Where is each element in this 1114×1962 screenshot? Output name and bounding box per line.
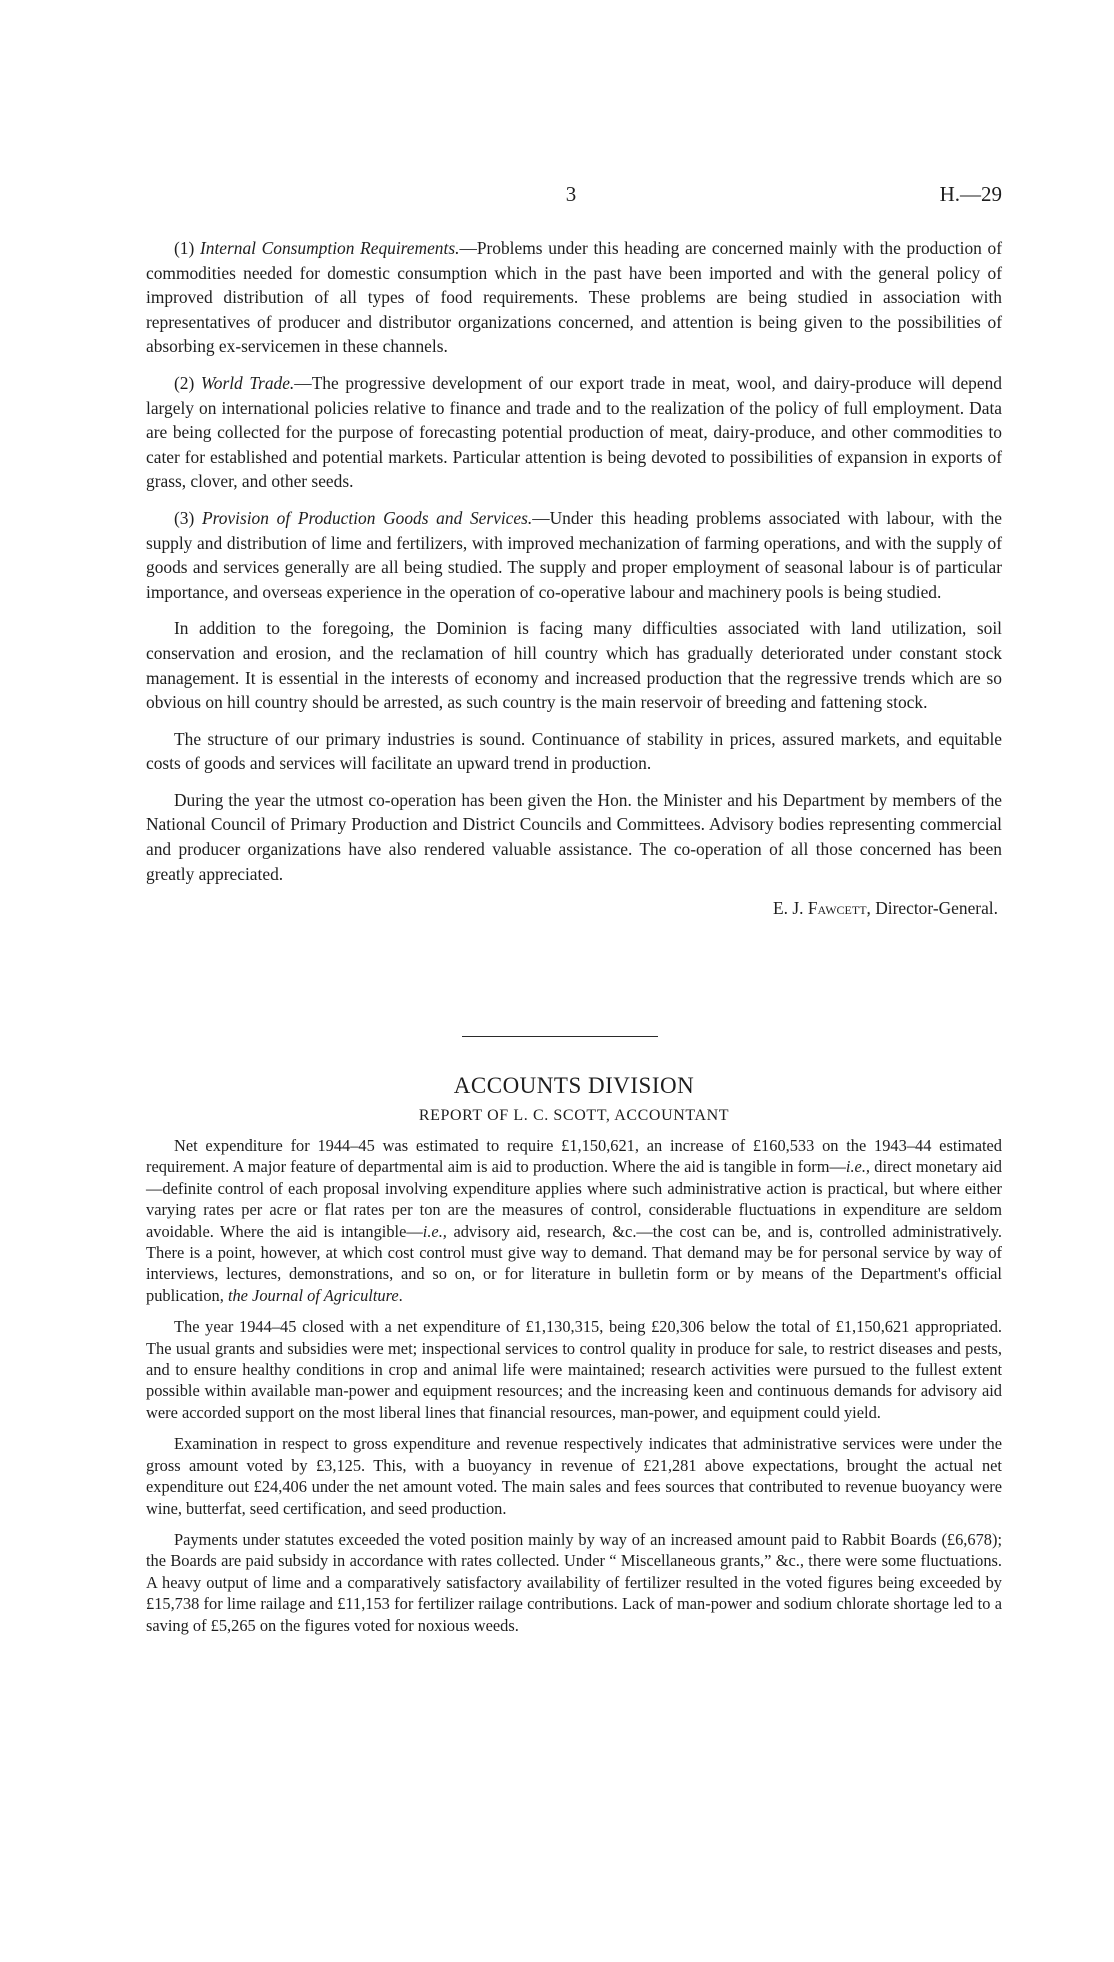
paragraph-body: —Under this heading problems associated with labour, with the supply and distribution of lime and fertilizers, with improved mechanization of farming operations, and with the supply of goods and services generally are all being studied. The supply and proper employment of seasonal labour is of particular importance, and overseas experience in the operation of co-operative labour and machinery pools is being studied. <box>146 507 1002 602</box>
signature-title: , Director-General. <box>866 898 998 919</box>
text-run-italic: i.e., <box>845 1157 871 1177</box>
paragraph-primary-industries: The structure of our primary industries is sound. Continuance of stability in prices, assured markets, and equitable costs of goods and services will facilitate an upward trend in production. <box>146 728 1002 774</box>
paragraph-heading: World Trade. <box>200 372 295 393</box>
paragraph-internal-consumption <box>146 236 1002 359</box>
director-general-report-section <box>146 236 1002 921</box>
text-run: Net expenditure for 1944–45 was estimated to require £1,150,621, an increase of £160,533 on the 1943–44 estimated requirement. A major feature of departmental aim is aid to production. Where the aid is tangible in form— <box>146 1136 1002 1177</box>
page-header <box>146 182 1002 208</box>
text-run: . <box>398 1285 403 1305</box>
paragraph-co-operation: During the year the utmost co-operation has been given the Hon. the Minister and his Department by members of the National Council of Primary Production and District Councils and Committees. Advisory bodies representing commercial and producer organizations have also rendered valuable assistance. The co-operation of all those concerned has been greatly appreciated. <box>146 789 1002 884</box>
paragraph-heading: Internal Consumption Requirements. <box>199 238 460 258</box>
section-title: ACCOUNTS DIVISION <box>453 1073 695 1098</box>
paragraph-number: (3) <box>174 507 195 528</box>
text-run-italic: i.e., <box>422 1221 447 1241</box>
paragraph-heading: Provision of Production Goods and Services. <box>201 507 533 528</box>
paragraph-net-expenditure <box>146 1135 1002 1306</box>
paragraph-number: (1) <box>174 238 195 258</box>
paragraph-body: —The progressive development of our export trade in meat, wool, and dairy-produce will depend largely on international policies relative to finance and trade and to the realization of the policy of full employment. Data are being collected for the purpose of forecasting potential production of meat, dairy-produce, and other commodities to cater for established and potential markets. Particular attention is being devoted to possibilities of expansion in exports of grass, clover, and other seeds. <box>146 372 1002 492</box>
paragraph-year-closing: The year 1944–45 closed with a net expenditure of £1,130,315, being £20,306 below the total of £1,150,621 appropriated. The usual grants and subsidies were met; inspectional services to control quality in produce for sale, to restrict diseases and pests, and to ensure healthy conditions in crop and animal life were maintained; research activities were pursued to the fullest extent possible within available man-power and equipment resources; and the increasing keen and continuous demands for advisory aid were accorded support on the most liberal lines that financial resources, man-power, and equipment could yield. <box>146 1317 1002 1422</box>
paragraph-land-utilization: In addition to the foregoing, the Dominion is facing many difficulties associated with land utilization, soil conservation and erosion, and the reclamation of hill country which has gradually deteriorated under constant stock management. It is essential in the interests of economy and increased production that the regressive trends which are so obvious on hill country should be arrested, as such country is the main reservoir of breeding and fattening stock. <box>146 618 1002 713</box>
journal-title: the Journal of Agriculture <box>227 1285 399 1305</box>
section-divider <box>462 1036 658 1037</box>
accounts-division-section <box>146 1135 1002 1646</box>
paragraph-production-goods <box>146 506 1002 604</box>
page-number: 3 <box>565 182 577 206</box>
paragraph-statutory-payments: Payments under statutes exceeded the voted position mainly by way of an increased amount paid to Rabbit Boards (£6,678); the Boards are paid subsidy in accordance with rates collected. Under “ Miscellaneous grants,” &c., there were some fluctuations. A heavy output of lime and a comparatively satisfactory availability of fertilizer resulted in the voted figures being exceeded by £15,738 for lime railage and £11,153 for fertilizer railage contributions. Lack of man-power and sodium chlorate shortage led to a saving of £5,265 on the figures voted for noxious weeds. <box>146 1529 1002 1635</box>
paragraph-world-trade <box>146 371 1002 494</box>
text-run: direct monetary aid—definite control of each proposal involving expenditure applies where such administrative action is practical, but where either varying rates per acre or flat rates per ton are the measures of control, considerable fluctuations in expenditure are seldom avoidable. Where the aid is intangible— <box>146 1157 1002 1241</box>
signature-name: Fawcett <box>807 898 867 919</box>
signature-initials: E. J. <box>773 898 804 919</box>
paragraph-body: —Problems under this heading are concerned mainly with the production of commodities needed for domestic consumption which in the past have been imported and with the general policy of improved distribution of all types of food requirements. These problems are being studied in association with representatives of producer and distributor organizations concerned, and attention is being given to the possibilities of absorbing ex-servicemen in these channels. <box>146 238 1003 357</box>
text-run: advisory aid, research, &c.—the cost can be, and is, controlled administratively. There is a point, however, at which cost control must give way to demand. That demand may be for personal service by way of interviews, lectures, demonstrations, and so on, or for literature in bulletin form or by means of the Department's official publication, <box>146 1221 1002 1305</box>
paragraph-number: (2) <box>174 372 195 393</box>
signature-line <box>146 896 1002 921</box>
section-subtitle: REPORT OF L. C. SCOTT, ACCOUNTANT <box>418 1107 730 1124</box>
paragraph-gross-expenditure: Examination in respect to gross expenditure and revenue respectively indicates that administrative services were under the gross amount voted by £3,125. This, with a buoyancy in revenue of £21,281 above expectations, brought the actual net expenditure out £24,406 under the net amount voted. The main sales and fees sources that contributed to revenue buoyancy were wine, butterfat, seed certification, and seed production. <box>146 1434 1002 1518</box>
document-reference: H.—29 <box>939 182 1002 206</box>
